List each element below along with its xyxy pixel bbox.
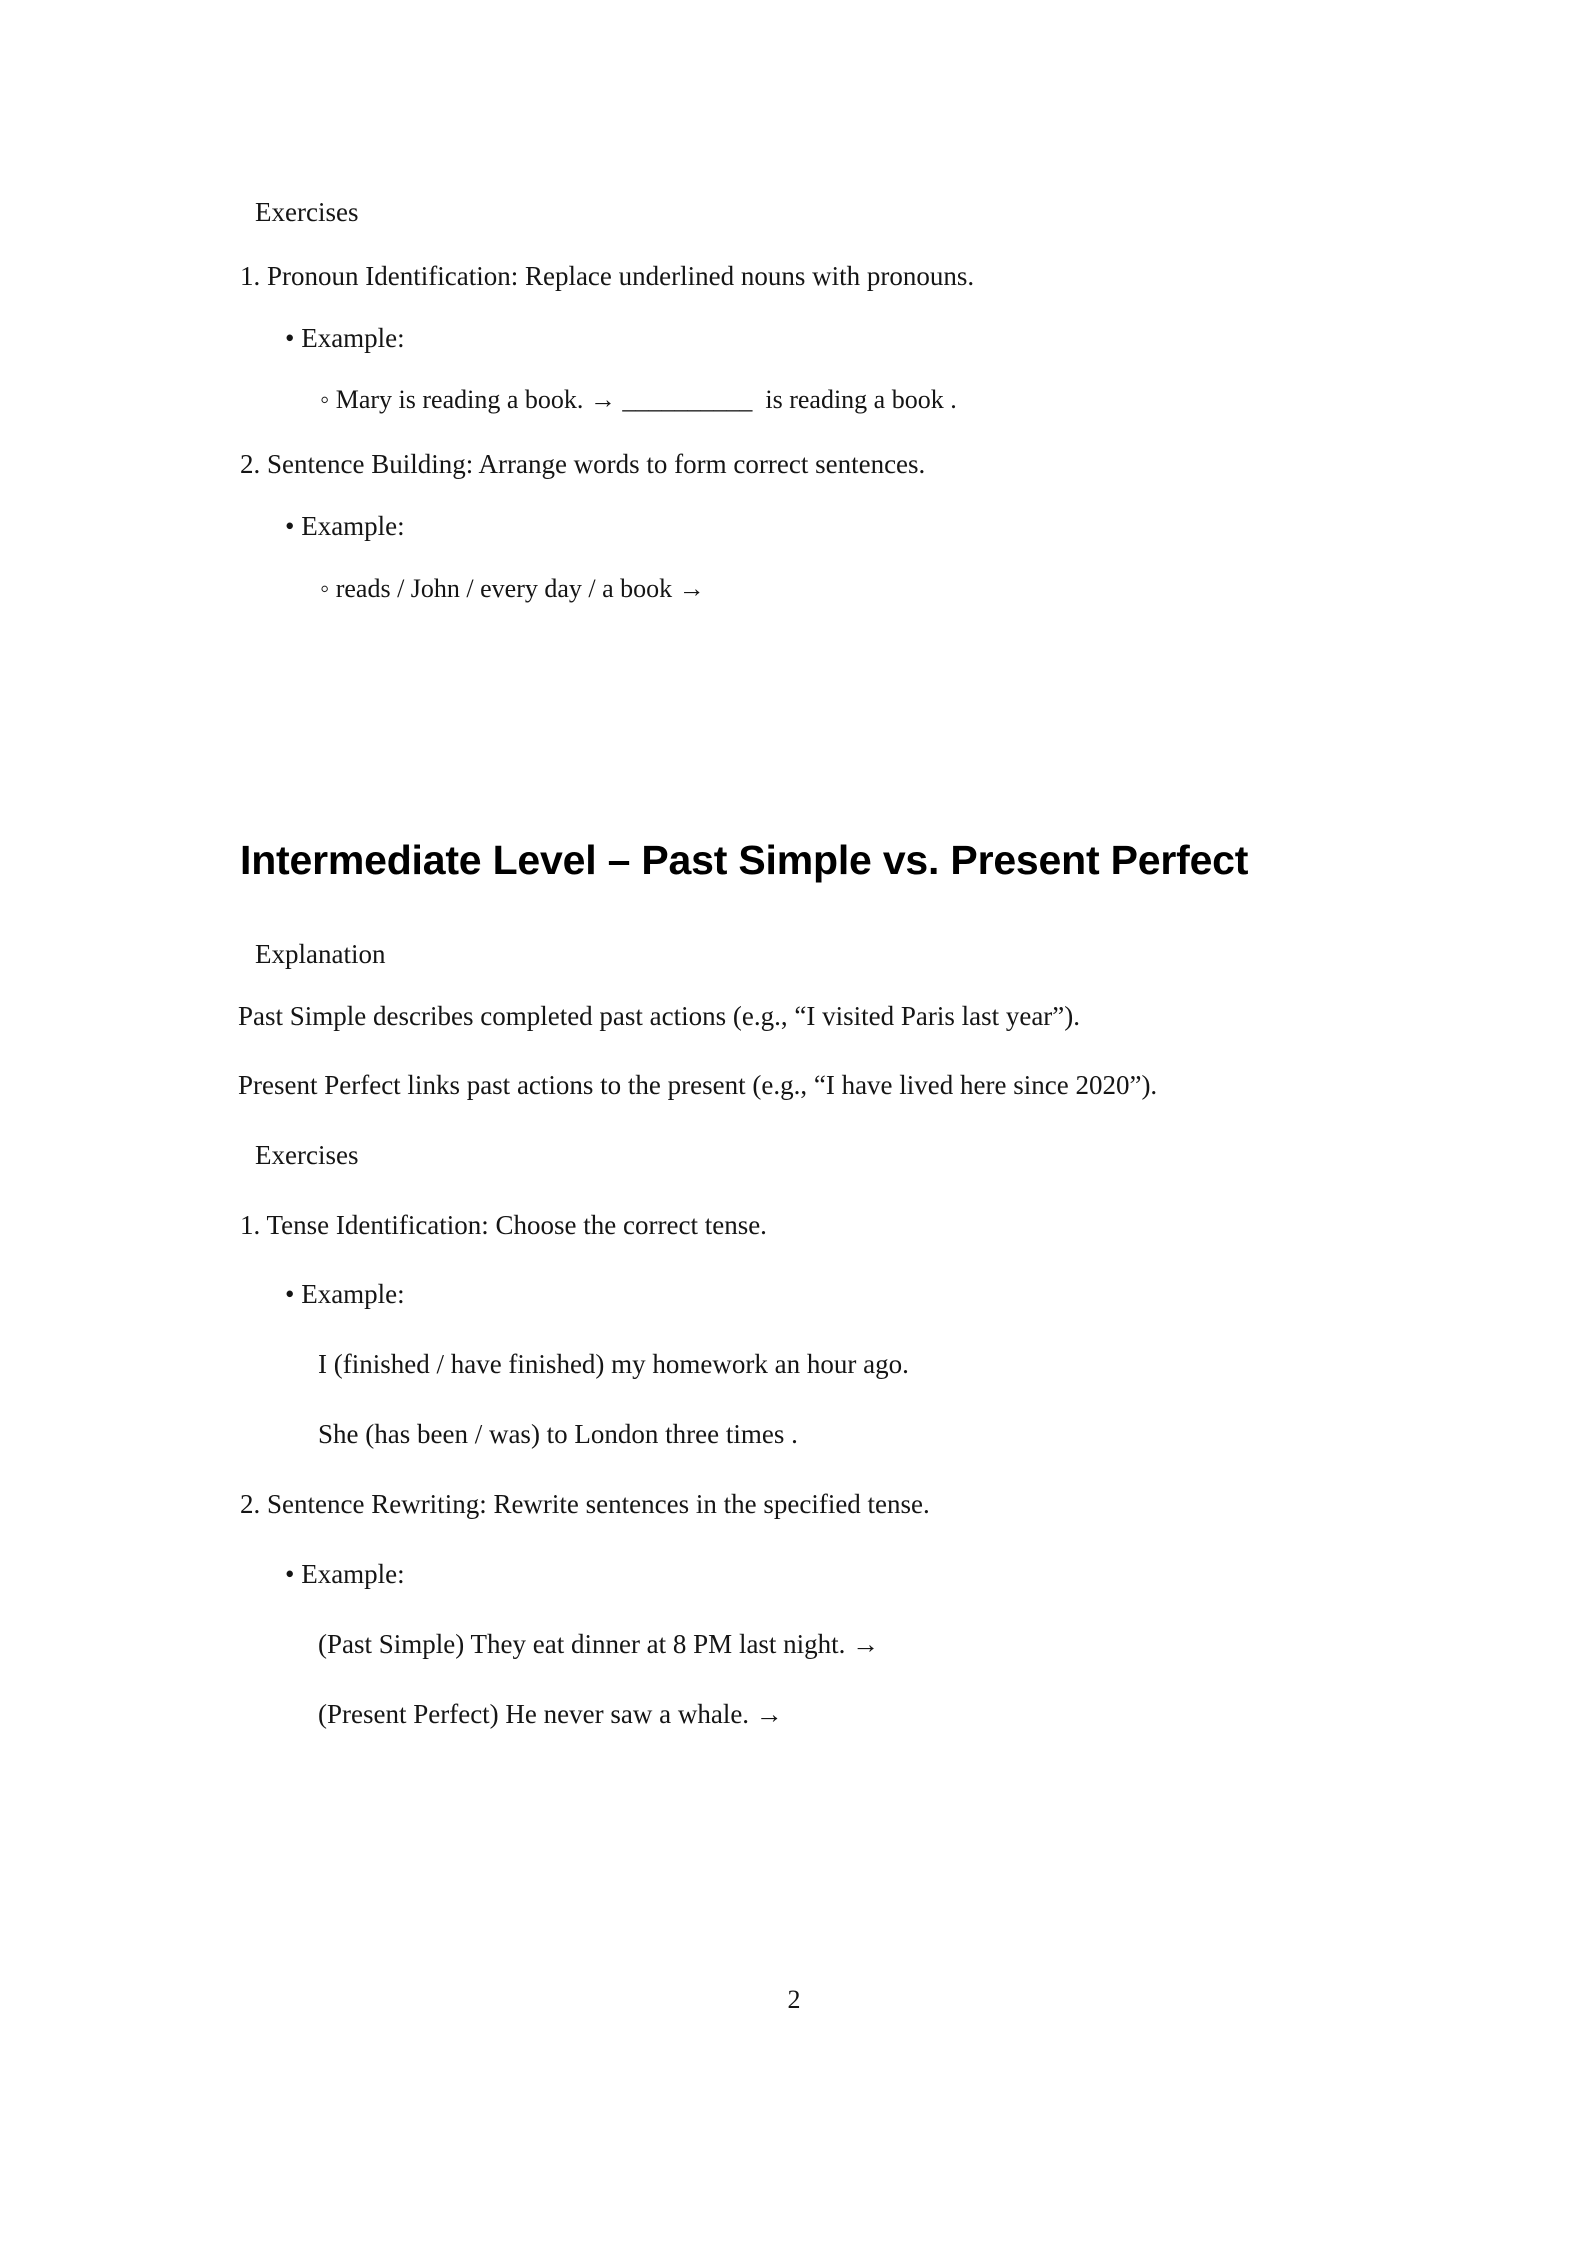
example-sentence-2-1-2: She (has been / was) to London three times . (318, 1419, 798, 1449)
example-sub-item-1-2-1: ◦ reads / John / every day / a book → (320, 574, 705, 603)
exercises-heading-2: Exercises (255, 1140, 359, 1170)
page-number: 2 (787, 1985, 801, 2014)
example-sentence-2-2-2: (Present Perfect) He never saw a whale. → (318, 1699, 783, 1729)
explanation-paragraph-1: Past Simple describes completed past actions (e.g., “I visited Paris last year”). (238, 1001, 1081, 1031)
page-title-intermediate: Intermediate Level – Past Simple vs. Present Perfect (240, 837, 1249, 883)
example-sub-item-1-1-1: ◦ Mary is reading a book. → __________ is reading a book . (320, 385, 957, 414)
exercise-item-1-2: 2. Sentence Building: Arrange words to form correct sentences. (240, 449, 926, 479)
example-sentence-2-1-1: I (finished / have finished) my homework an hour ago. (318, 1349, 909, 1379)
exercise-item-2-1: 1. Tense Identification: Choose the correct tense. (240, 1210, 767, 1240)
exercises-heading-1: Exercises (255, 197, 359, 227)
example-label-2-1: • Example: (285, 1279, 405, 1309)
explanation-heading: Explanation (255, 939, 386, 969)
example-label-2-2: • Example: (285, 1559, 405, 1589)
exercise-item-1-1: 1. Pronoun Identification: Replace underlined nouns with pronouns. (240, 261, 975, 291)
exercise-item-2-2: 2. Sentence Rewriting: Rewrite sentences in the specified tense. (240, 1489, 930, 1519)
example-label-1-2: • Example: (285, 511, 405, 541)
example-sentence-2-2-1: (Past Simple) They eat dinner at 8 PM last night. → (318, 1629, 880, 1659)
explanation-paragraph-2: Present Perfect links past actions to the present (e.g., “I have lived here since 2020”). (238, 1070, 1158, 1100)
example-label-1-1: • Example: (285, 323, 405, 353)
